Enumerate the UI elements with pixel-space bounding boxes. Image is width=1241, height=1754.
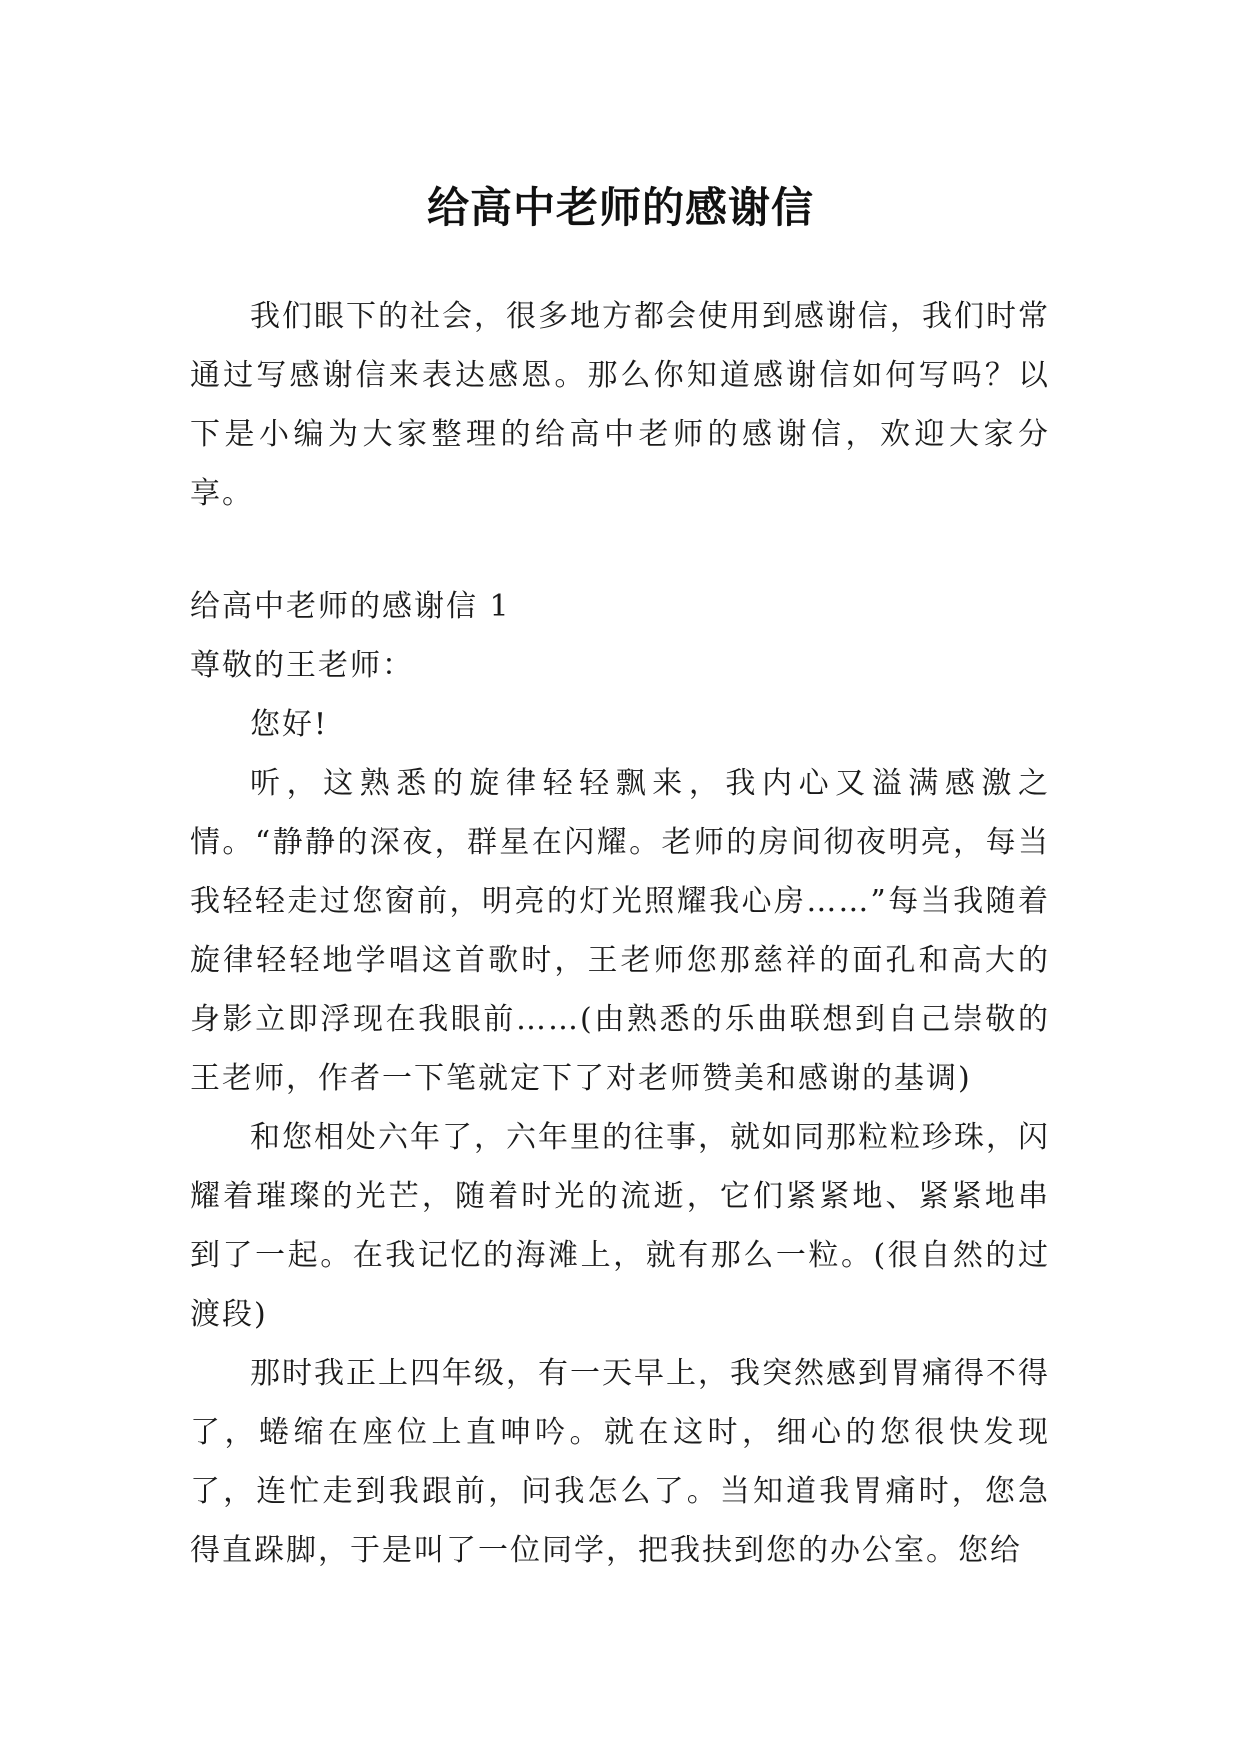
letter-section <box>190 577 1050 1580</box>
letter-greeting: 您好! <box>250 707 329 742</box>
letter-paragraph: 听，这熟悉的旋律轻轻飘来，我内心又溢满感激之情。“静静的深夜，群星在闪耀。老师的房间彻夜明亮，每当我轻轻走过您窗前，明亮的灯光照耀我心房……”每当我随着旋律轻轻地学唱这首歌时，王老师您那慈祥的面孔和高大的身影立即浮现在我眼前……(由熟悉的乐曲联想到自己崇敬的王老师，作者一下笔就定下了对老师赞美和感谢的基调) <box>190 766 1050 1096</box>
letter-paragraph: 和您相处六年了，六年里的往事，就如同那粒粒珍珠，闪耀着璀璨的光芒，随着时光的流逝，它们紧紧地、紧紧地串到了一起。在我记忆的海滩上，就有那么一粒。(很自然的过渡段) <box>190 1120 1050 1332</box>
intro-paragraph: 我们眼下的社会，很多地方都会使用到感谢信，我们时常通过写感谢信来表达感恩。那么你知道感谢信如何写吗？以下是小编为大家整理的给高中老师的感谢信，欢迎大家分享。 <box>190 299 1050 511</box>
letter-paragraph: 那时我正上四年级，有一天早上，我突然感到胃痛得不得了，蜷缩在座位上直呻吟。就在这时，细心的您很快发现了，连忙走到我跟前，问我怎么了。当知道我胃痛时，您急得直跺脚，于是叫了一位同学，把我扶到您的办公室。您给 <box>190 1356 1050 1568</box>
intro-section <box>190 287 1050 523</box>
letter-heading: 给高中老师的感谢信 1 <box>190 589 511 624</box>
letter-salutation: 尊敬的王老师： <box>190 648 414 683</box>
document-title: 给高中老师的感谢信 <box>426 183 814 233</box>
